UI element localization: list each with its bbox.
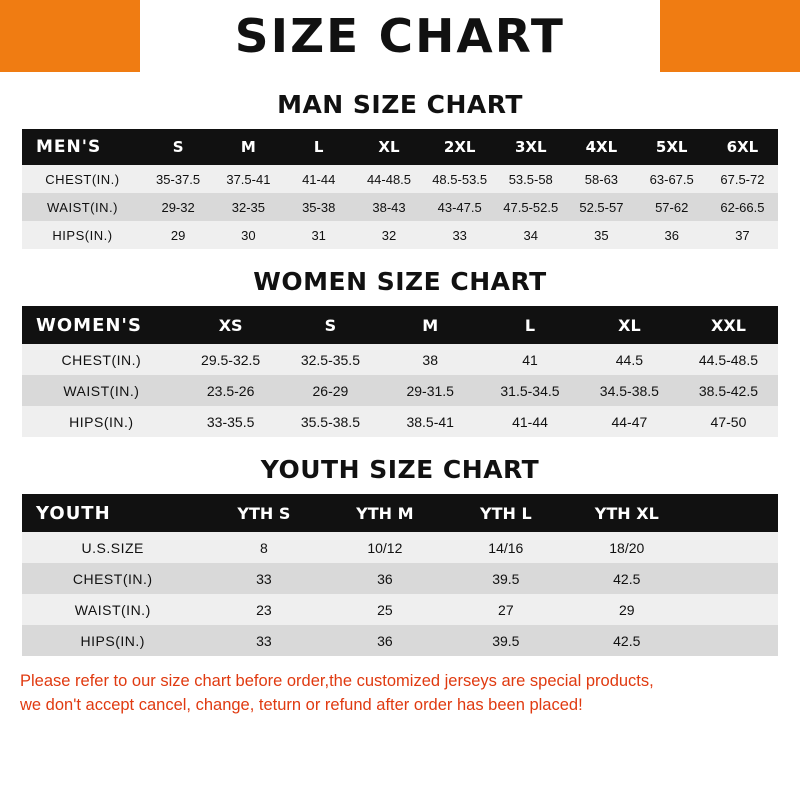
cell: 27 <box>445 594 566 625</box>
table-row <box>22 193 778 221</box>
men-header-cell: 3XL <box>495 129 566 165</box>
cell: 47.5-52.5 <box>495 193 566 221</box>
cell: 44-48.5 <box>354 165 424 193</box>
cell: 29 <box>143 221 213 249</box>
women-header-cell: L <box>480 306 580 344</box>
cell: 35-37.5 <box>143 165 213 193</box>
men-header-cell: 4XL <box>566 129 636 165</box>
cell: 39.5 <box>445 625 566 656</box>
row-label: WAIST(IN.) <box>22 375 181 406</box>
cell: 41 <box>480 344 580 375</box>
cell-spacer <box>687 594 778 625</box>
youth-header-spacer <box>687 494 778 532</box>
table-row <box>22 221 778 249</box>
header-banner <box>0 0 800 72</box>
cell: 42.5 <box>566 563 687 594</box>
cell: 58-63 <box>566 165 636 193</box>
cell: 39.5 <box>445 563 566 594</box>
cell: 52.5-57 <box>566 193 636 221</box>
cell: 44.5 <box>580 344 679 375</box>
cell: 37.5-41 <box>213 165 283 193</box>
men-header-cell: XL <box>354 129 424 165</box>
women-size-section <box>0 267 800 437</box>
cell: 35 <box>566 221 636 249</box>
men-header-cell: MEN'S <box>22 129 143 165</box>
youth-size-section <box>0 455 800 656</box>
table-row <box>22 165 778 193</box>
youth-header-row <box>22 494 778 532</box>
cell: 18/20 <box>566 532 687 563</box>
cell: 43-47.5 <box>424 193 495 221</box>
table-row <box>22 375 778 406</box>
men-section-title: MAN SIZE CHART <box>277 90 523 119</box>
row-label: HIPS(IN.) <box>22 406 181 437</box>
row-label: CHEST(IN.) <box>22 563 203 594</box>
cell: 33 <box>424 221 495 249</box>
women-header-cell: XXL <box>679 306 778 344</box>
cell: 62-66.5 <box>707 193 778 221</box>
youth-header-cell: YTH S <box>203 494 324 532</box>
women-header-row <box>22 306 778 344</box>
cell: 37 <box>707 221 778 249</box>
cell: 23.5-26 <box>181 375 281 406</box>
table-row <box>22 594 778 625</box>
cell: 48.5-53.5 <box>424 165 495 193</box>
cell: 41-44 <box>284 165 354 193</box>
youth-section-title: YOUTH SIZE CHART <box>260 455 540 484</box>
men-header-row <box>22 129 778 165</box>
cell: 33 <box>203 625 324 656</box>
cell: 31.5-34.5 <box>480 375 580 406</box>
youth-size-table <box>22 494 778 656</box>
cell-spacer <box>687 532 778 563</box>
cell: 25 <box>324 594 445 625</box>
cell: 33 <box>203 563 324 594</box>
cell: 38 <box>380 344 480 375</box>
header-banner-inner <box>140 0 660 72</box>
row-label: HIPS(IN.) <box>22 221 143 249</box>
cell: 44.5-48.5 <box>679 344 778 375</box>
table-row <box>22 344 778 375</box>
row-label: WAIST(IN.) <box>22 193 143 221</box>
cell: 32.5-35.5 <box>281 344 381 375</box>
women-header-cell: WOMEN'S <box>22 306 181 344</box>
cell: 34.5-38.5 <box>580 375 679 406</box>
cell: 53.5-58 <box>495 165 566 193</box>
cell: 38-43 <box>354 193 424 221</box>
cell: 10/12 <box>324 532 445 563</box>
cell: 23 <box>203 594 324 625</box>
men-size-table <box>22 129 778 249</box>
cell-spacer <box>687 625 778 656</box>
cell: 57-62 <box>637 193 707 221</box>
youth-header-cell: YTH XL <box>566 494 687 532</box>
cell: 41-44 <box>480 406 580 437</box>
cell: 38.5-42.5 <box>679 375 778 406</box>
table-row <box>22 563 778 594</box>
row-label: U.S.SIZE <box>22 532 203 563</box>
cell: 36 <box>324 625 445 656</box>
cell: 42.5 <box>566 625 687 656</box>
men-header-cell: S <box>143 129 213 165</box>
cell: 36 <box>324 563 445 594</box>
women-size-table <box>22 306 778 437</box>
cell: 44-47 <box>580 406 679 437</box>
cell: 29.5-32.5 <box>181 344 281 375</box>
cell: 35.5-38.5 <box>281 406 381 437</box>
women-header-cell: S <box>281 306 381 344</box>
men-size-section <box>0 90 800 249</box>
cell: 29-32 <box>143 193 213 221</box>
cell: 33-35.5 <box>181 406 281 437</box>
table-row <box>22 406 778 437</box>
youth-header-cell: YTH M <box>324 494 445 532</box>
cell: 47-50 <box>679 406 778 437</box>
cell: 26-29 <box>281 375 381 406</box>
row-label: CHEST(IN.) <box>22 344 181 375</box>
cell: 34 <box>495 221 566 249</box>
row-label: CHEST(IN.) <box>22 165 143 193</box>
men-header-cell: M <box>213 129 283 165</box>
table-row <box>22 532 778 563</box>
cell: 32-35 <box>213 193 283 221</box>
page-title: SIZE CHART <box>234 9 566 63</box>
women-header-cell: M <box>380 306 480 344</box>
cell: 8 <box>203 532 324 563</box>
cell: 63-67.5 <box>637 165 707 193</box>
cell: 35-38 <box>284 193 354 221</box>
women-header-cell: XS <box>181 306 281 344</box>
table-row <box>22 625 778 656</box>
row-label: WAIST(IN.) <box>22 594 203 625</box>
men-header-cell: 6XL <box>707 129 778 165</box>
men-header-cell: L <box>284 129 354 165</box>
women-header-cell: XL <box>580 306 679 344</box>
youth-header-cell: YTH L <box>445 494 566 532</box>
footer-note-line-2: we don't accept cancel, change, teturn or refund after order has been placed! <box>20 695 583 714</box>
men-header-cell: 5XL <box>637 129 707 165</box>
cell: 30 <box>213 221 283 249</box>
row-label: HIPS(IN.) <box>22 625 203 656</box>
footer-note-line-1: Please refer to our size chart before order,the customized jerseys are special products, <box>20 672 654 690</box>
cell-spacer <box>687 563 778 594</box>
cell: 29 <box>566 594 687 625</box>
women-section-title: WOMEN SIZE CHART <box>253 267 547 296</box>
cell: 36 <box>637 221 707 249</box>
men-header-cell: 2XL <box>424 129 495 165</box>
cell: 67.5-72 <box>707 165 778 193</box>
youth-header-cell: YOUTH <box>22 494 203 532</box>
cell: 29-31.5 <box>380 375 480 406</box>
footer-note <box>0 670 800 718</box>
cell: 31 <box>284 221 354 249</box>
cell: 32 <box>354 221 424 249</box>
cell: 38.5-41 <box>380 406 480 437</box>
cell: 14/16 <box>445 532 566 563</box>
